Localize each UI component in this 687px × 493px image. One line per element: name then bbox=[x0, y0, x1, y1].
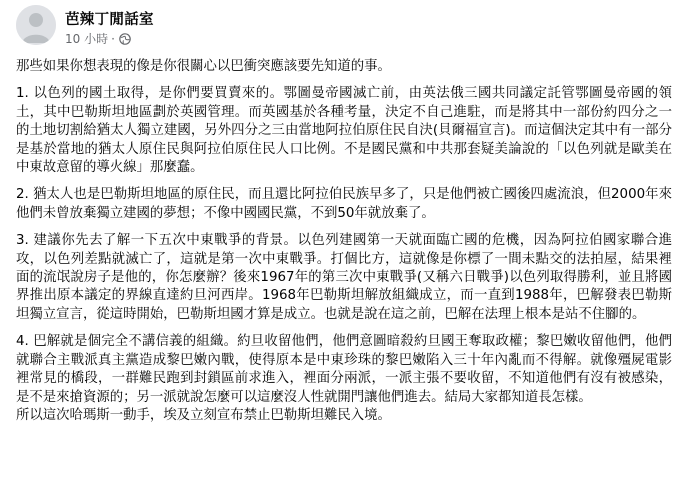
post-paragraph-closing: 所以這次哈瑪斯一動手，埃及立刻宣布禁止巴勒斯坦難民入境。 bbox=[16, 407, 391, 423]
post-paragraph-3: 3. 建議你先去了解一下五次中東戰爭的背景。以色列建國第一天就面臨亡國的危機，因為阿拉伯國家聯合進攻，以色列差點就滅亡了，這就是第一次中東戰爭。打個比方，這就像是你標了一間未點交的法拍屋，結果裡面的流氓說房子是他的，你怎麼辦？後來1967年的第三次中東戰爭(又稱六日戰爭)以色列取得勝利，並且將國界推出原本議定的界線直達約旦河西岸。1968年巴勒斯坦解放組織成立，而一直到1988年，巴解發表巴勒斯坦獨立宣言，從這時開始，巴勒斯坦國才算是成立。也就是說在這之前，巴解在法理上根本是站不住腳的。 bbox=[16, 233, 672, 322]
post-paragraph-1: 1. 以色列的國土取得，是你們要買賣來的。鄂圖曼帝國滅亡前，由英法俄三國共同議定託管鄂圖曼帝國的領土，其中巴勒斯坦地區劃於英國管理。而英國基於各種考量，決定不自己進駐，而是將其中一部份約四分之一的土地切割給猶太人獨立建國，另外四分之三由當地阿拉伯原住民自決(貝爾福宣言)。而這個決定其中有一部分是基於當地的猶太人原住民與阿拉伯原住民人口比例。不是國民黨和中共那套疑美論說的「以色列就是歐美在中東故意留的導火線」那麼蠢。 bbox=[16, 86, 672, 176]
post-body bbox=[16, 58, 672, 425]
page-name-link[interactable]: 芭辣丁閒話室 bbox=[65, 12, 154, 28]
avatar[interactable] bbox=[16, 5, 56, 45]
post-header bbox=[16, 3, 671, 47]
post-paragraph-2: 2. 猶太人也是巴勒斯坦地區的原住民，而且還比阿拉伯民族早多了，只是他們被亡國後四處流浪，但2000年來他們未曾放棄獨立建國的夢想；不像中國國民黨，不到50年就放棄了。 bbox=[16, 187, 672, 221]
post-meta bbox=[65, 30, 131, 47]
meta-separator: · bbox=[111, 31, 115, 46]
post-paragraph-4: 4. 巴解就是個完全不講信義的組織。約旦收留他們，他們意圖暗殺約旦國王奪取政權；黎巴嫩收留他們，他們就聯合主戰派真主黨造成黎巴嫩內戰，使得原本是中東珍珠的黎巴嫩陷入三十年內亂而不得解。就像殭屍電影裡常見的橋段，一群難民跑到封鎖區前求進入，裡面分兩派，一派主張不要收留，不知道他們有沒有被感染，是不是來搶資源的；另一派就說怎麼可以這麼沒人性就開門讓他們進去。結局大家都知道長怎樣。 bbox=[16, 334, 672, 405]
post-paragraph-intro: 那些如果你想表現的像是你很關心以巴衝突應該要先知道的事。 bbox=[16, 59, 391, 74]
avatar-placeholder-icon bbox=[16, 5, 56, 45]
post-timestamp[interactable]: 10 小時 bbox=[65, 32, 109, 46]
globe-icon[interactable] bbox=[119, 33, 131, 45]
